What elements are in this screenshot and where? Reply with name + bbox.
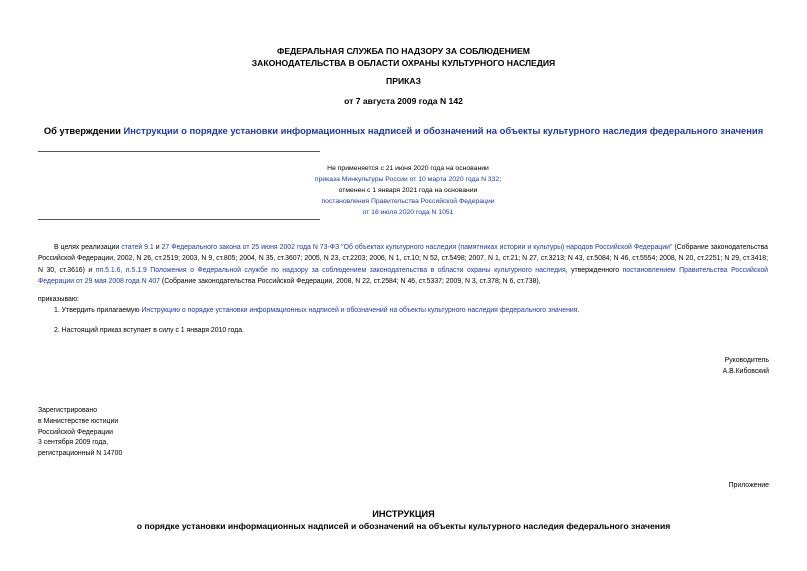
law-article-link[interactable]: статей 9.1 <box>121 244 154 251</box>
subject-prefix: Об утверждении <box>43 125 124 136</box>
status-note-line4 <box>248 196 568 207</box>
government-resolution-link[interactable]: постановлением Правительства Российской Федерации от 29 мая 2008 года N 407 <box>38 266 769 285</box>
order-item-2: 2. Настоящий приказ вступает в силу с 1 января 2010 года. <box>54 327 244 334</box>
order-item-1: 1. Утвердить прилагаемую Инструкцию о порядке установки информационных надписей и обозначений на объекты культурного наследия федерального значения. <box>54 307 580 314</box>
agency-name-line1: ФЕДЕРАЛЬНАЯ СЛУЖБА ПО НАДЗОРУ ЗА СОБЛЮДЕНИЕМ <box>277 46 530 56</box>
status-note-line3: отменен с 1 января 2021 года на основании <box>338 187 478 194</box>
ministry-order-link[interactable]: приказа Минкультуры России от 10 марта 2020 года N 332 <box>314 176 500 183</box>
registration-block: Зарегистрировано в Министерстве юстиции Российской Федерации 3 сентября 2009 года, регистрационный N 14700 <box>38 407 123 458</box>
appendix-label: Приложение <box>728 482 769 489</box>
federal-law-link[interactable]: 27 Федерального закона от 25 июня 2002 года N 73-ФЗ "Об объектах культурного наследия (памятниках истории и культуры) народов Российской Федерации" <box>161 244 673 251</box>
government-decree-link-a[interactable]: постановления Правительства Российской Федерации <box>321 198 495 205</box>
signature-block <box>723 355 769 377</box>
signatory-title: Руководитель <box>724 357 769 364</box>
agency-name-line2: ЗАКОНОДАТЕЛЬСТВА В ОБЛАСТИ ОХРАНЫ КУЛЬТУРНОГО НАСЛЕДИЯ <box>251 58 556 68</box>
divider-top <box>38 151 320 152</box>
government-decree-link-b[interactable]: от 16 июля 2020 года N 1051 <box>362 209 454 216</box>
document-subject <box>0 125 807 137</box>
regulation-link[interactable]: пп.5.1.6, п.5.1.9 Положения о Федеральной службе по надзору за соблюдением законодательства в области охраны культурного наследия <box>95 266 566 274</box>
status-note-line5 <box>248 207 568 218</box>
status-note-line2: приказа Минкультуры России от 10 марта 2020 года N 332; <box>314 176 502 183</box>
document-type: ПРИКАЗ <box>386 76 421 86</box>
instruction-subtitle: о порядке установки информационных надписей и обозначений на объекты культурного наследия федерального значения <box>136 521 671 531</box>
status-note <box>248 163 568 218</box>
instruction-item-link[interactable]: Инструкцию о порядке установки информационных надписей и обозначений на объекты культурного наследия федерального значения <box>141 307 578 314</box>
status-note-line1: Не применяется с 21 июня 2020 года на основании <box>327 165 489 172</box>
preamble-paragraph: В целях реализации статей 9.1 и 27 Федерального закона от 25 июня 2002 года N 73-ФЗ "Об объектах культурного наследия (памятниках истории и культуры) народов Российской Федерации" (Собрание законодательства Российской Федерации, 2002, N 26, ст.2519; 2003, N 9, ст.805; 2004, N 35, ст.3607; 2005, N 23, ст.2203; 2006, N 1, ст.10; N 52, ст.5498; 2007, N 1, ст.21; N 27, ст.3213; N 43, ст.5084; N 46, ст.5554; 2008, N 20, ст.2251; N 29, ст.3418; N 30, ст.3616) и пп.5.1.6, п.5.1.9 Положения о Федеральной службе по надзору за соблюдением законодательства в области охраны культурного наследия, утвержденного постановлением Правительства Российской Федерации от 29 мая 2008 года N 407 (Собрание законодательства Российской Федерации, 2008, N 22, ст.2584; N 46, ст.5337; 2009, N 3, ст.378; N 6, ст.738), <box>38 244 769 285</box>
document-date-number: от 7 августа 2009 года N 142 <box>344 96 463 106</box>
signatory-name: А.В.Кибовский <box>722 368 769 375</box>
instruction-link[interactable]: Инструкции о порядке установки информационных надписей и обозначений на объекты культурного наследия федерального значения <box>123 125 764 136</box>
divider-bottom <box>38 219 320 220</box>
order-word: приказываю: <box>38 296 79 303</box>
instruction-title: ИНСТРУКЦИЯ <box>372 509 435 519</box>
